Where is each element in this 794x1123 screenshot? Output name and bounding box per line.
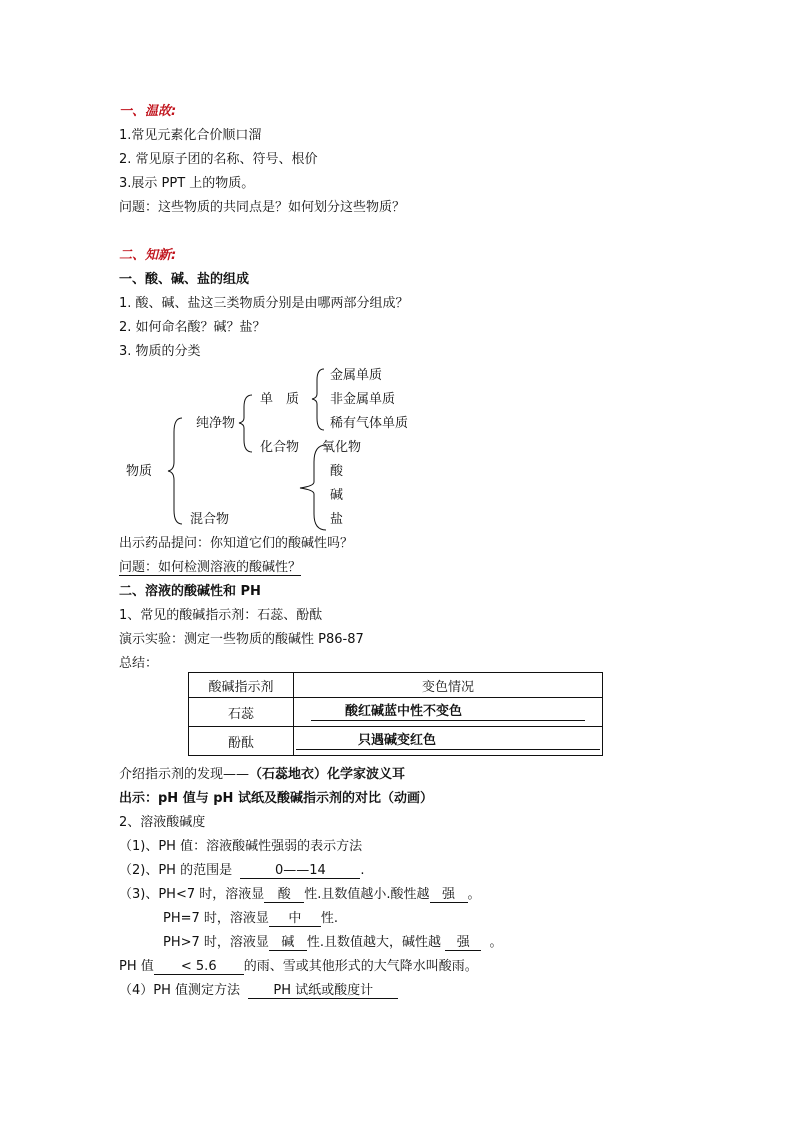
tree-mixture: 混合物 (190, 512, 230, 527)
review-item-1: 1.常见元素化合价顺口溜 (119, 128, 262, 143)
acidity-p1: （1)、PH 值：溶液酸碱性强弱的表示方法 (119, 839, 363, 854)
indicator-result: 只遇碱变红色 (294, 727, 603, 756)
tree-element-child: 金属单质 (330, 368, 383, 383)
demo-line: 演示实验：测定一些物质的酸碱性 P86-87 (119, 632, 364, 647)
acidity-p4: PH=7 时，溶液显 中 性. (163, 911, 339, 926)
indicator-table (188, 672, 603, 756)
tree-element: 单 质 (260, 392, 300, 407)
acid-rain-line: PH 值 < 5.6 的雨、雪或其他形式的大气降水叫酸雨。 (119, 959, 478, 974)
section1-title: 一、酸、碱、盐的组成 (119, 272, 250, 287)
indicator-intro: 介绍指示剂的发现——（石蕊地衣）化学家波义耳 (119, 767, 406, 782)
tree-compound: 化合物 (260, 440, 300, 455)
review-heading: 一、温故: (119, 104, 177, 119)
acidity-p3: （3)、PH<7 时，溶液显 酸 性.且数值越小.酸性越 强 。 (119, 887, 481, 902)
new-knowledge-heading: 二、知新: (119, 248, 177, 263)
prompt-2: 问题：如何检测溶液的酸碱性？ (119, 560, 302, 575)
show-line: 出示：pH 值与 pH 试纸及酸碱指示剂的对比（动画） (119, 791, 433, 806)
table-header-cell: 酸碱指示剂 (189, 673, 294, 698)
tree-element-child: 稀有气体单质 (330, 416, 409, 431)
table-header-cell: 变色情况 (294, 673, 603, 698)
indicators-line: 1、常见的酸碱指示剂：石蕊、酚酞 (119, 608, 323, 623)
question-2: 2. 如何命名酸？碱？盐？ (119, 320, 266, 335)
acidity-title: 2、溶液酸碱度 (119, 815, 206, 830)
indicator-result: 酸红碱蓝中性不变色 (294, 698, 603, 727)
review-question: 问题：这些物质的共同点是？如何划分这些物质？ (119, 200, 406, 215)
review-item-3: 3.展示 PPT 上的物质。 (119, 176, 255, 191)
acidity-p5: PH>7 时，溶液显 碱 性.且数值越大，碱性越 强 。 (163, 935, 503, 950)
section2-title: 二、溶液的酸碱性和 PH (119, 584, 261, 599)
table-row (189, 698, 603, 727)
tree-compound-child: 氧化物 (322, 440, 362, 455)
acidity-p2: （2)、PH 的范围是 0——14 . (119, 863, 365, 878)
tree-compound-child: 盐 (330, 512, 344, 527)
question-1: 1. 酸、碱、盐这三类物质分别是由哪两部分组成？ (119, 296, 409, 311)
indicator-name: 石蕊 (189, 698, 294, 727)
tree-pure: 纯净物 (196, 416, 236, 431)
question-3: 3. 物质的分类 (119, 344, 201, 359)
table-header-row (189, 673, 603, 698)
table-row (189, 727, 603, 756)
prompt-1: 出示药品提问：你知道它们的酸碱性吗？ (119, 536, 354, 551)
tree-root: 物质 (126, 464, 153, 479)
summary-label: 总结： (119, 656, 159, 671)
ph-method-line: （4）PH 值测定方法 PH 试纸或酸度计 (119, 982, 398, 1000)
indicator-name: 酚酞 (189, 727, 294, 756)
review-item-2: 2. 常见原子团的名称、符号、根价 (119, 152, 318, 167)
tree-element-child: 非金属单质 (330, 392, 396, 407)
tree-compound-child: 碱 (330, 488, 344, 503)
tree-compound-child: 酸 (330, 464, 344, 479)
